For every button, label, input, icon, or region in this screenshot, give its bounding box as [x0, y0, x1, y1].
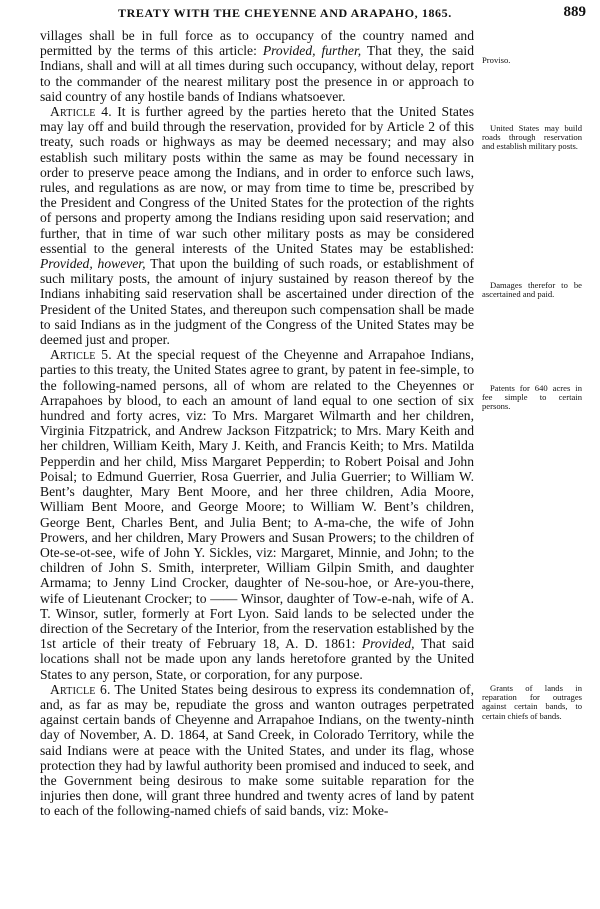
proviso-italic: Provided,	[361, 636, 415, 652]
article-4	[40, 104, 474, 347]
article-label: Article 4.	[50, 104, 112, 120]
article-text: That said locations shall not be made upon any lands heretofore granted by the United States to any person, State, or corporation, for any purpose.	[40, 636, 474, 682]
article-label: Article 5.	[50, 347, 112, 363]
article-text: That upon the building of such roads, or establishment of such military posts, the amount of injury sustained by reason thereof by the Indians inhabiting said reservation shall be ascertained under direction of the President of the United States, and thereupon such compensation shall be made to said Indians as in the judgment of the Congress of the United States may be deemed just and proper.	[40, 256, 474, 348]
margin-note-damages: Damages therefor to be ascertained and paid.	[482, 280, 582, 300]
treaty-body-text	[40, 28, 474, 819]
article-text: The United States being desirous to express its condemnation of, and, as far as may be, repudiate the gross and wanton outrages perpetrated against certain bands of Cheyenne and Arrapahoe Indians, on the twenty-ninth day of November, A. D. 1864, at Sand Creek, in Colorado Territory, while the said Indians were at peace with the United States, and under its flag, whose protection they had by lawful authority been promised and induced to seek, and the Government being desirous to make some suitable reparation for the injuries then done, will grant three hundred and twenty acres of land by patent to each of the following-named chiefs of said bands, viz: Moke-	[40, 681, 474, 819]
article-label: Article 6.	[50, 681, 111, 697]
margin-note-proviso: Proviso.	[482, 55, 511, 65]
paragraph-continuation	[40, 28, 474, 104]
article-text: At the special request of the Cheyenne and Arrapahoe Indians, parties to this treaty, the United States agree to grant, by patent in fee-simple, to the following-named persons, all of whom are related to the Cheyennes or Arrapahoes by blood, to each an amount of land equal to one section of six hundred and forty acres, viz: To Mrs. Margaret Wilmarth and her children, Virginia Fitzpatrick, and Andrew Jackson Fitzpatrick; to Mrs. Mary Keith and her children, William Keith, Mary J. Keith, and Francis Keith; to Mrs. Matilda Pepperdin and her child, Miss Margaret Pepperdin; to Robert Poisal and John Poisal; to Edmund Guerrier, Rosa Guerrier, and Julia Guerrier; to William W. Bent’s daughter, Mary Bent Moore, and her three children, Adia Moore, William Bent Moore, and George Moore; to William W. Bent’s children, George Bent, Charles Bent, and Julia Bent; to A-ma-che, the wife of John Prowers, and her children, Mary Prowers and Susan Prowers; to the children of Ote-se-ot-see, wife of John Y. Sickles, viz: Margaret, Minnie, and John; to the children of John S. Smith, interpreter, William Gilpin Smith, and daughter Armama; to Jenny Lind Crocker, daughter of Ne-sou-hoe, or Are-you-there, wife of Lieutenant Crocker; to —— Winsor, daughter of Tow-e-nah, wife of A. T. Winsor, sutler, formerly at Fort Lyon. Said lands to be selected under the direction of the Secretary of the Interior, from the reservation established by the 1st article of their treaty of February 18, A. D. 1861:	[40, 347, 474, 652]
page-header	[0, 4, 600, 24]
article-5	[40, 347, 474, 681]
margin-note-grants: Grants of lands in reparation for outrages against certain bands, to certain chiefs of bands.	[482, 683, 582, 721]
margin-note-patents: Patents for 640 acres in fee simple to certain persons.	[482, 383, 582, 412]
proviso-italic: Provided, further,	[262, 43, 362, 59]
proviso-italic: Provided, however,	[40, 256, 146, 272]
page-number: 889	[563, 4, 586, 20]
running-head: TREATY WITH THE CHEYENNE AND ARAPAHO, 1865.	[118, 6, 452, 20]
paragraph-text: That they, the said Indians, shall and will at all times during such occupancy, without delay, report to the commander of the nearest military post the presence in or approach to said country of any hostile bands of Indians whatsoever.	[40, 43, 475, 104]
margin-note-roads-posts: United States may build roads through reservation and establish military posts.	[482, 123, 582, 152]
article-6	[40, 682, 474, 819]
article-text: It is further agreed by the parties hereto that the United States may lay off and build through the reservation, provided for by Article 2 of this treaty, such roads or highways as may be deemed necessary; and may also establish such military posts within the same as may be found necessary in order to preserve peace among the Indians, and in order to enforce such laws, rules, and regulations as are now, or may from time to time be, prescribed by the President and Congress of the United States for the protection of the rights of persons and property among the Indians residing upon said reservation; and further, that in time of war such other military posts as may be considered essential to the general interests of the United States may be established:	[40, 104, 475, 256]
paragraph-text: villages shall be in full force as to occupancy of the country named and permitted by the terms of this article:	[40, 28, 474, 59]
